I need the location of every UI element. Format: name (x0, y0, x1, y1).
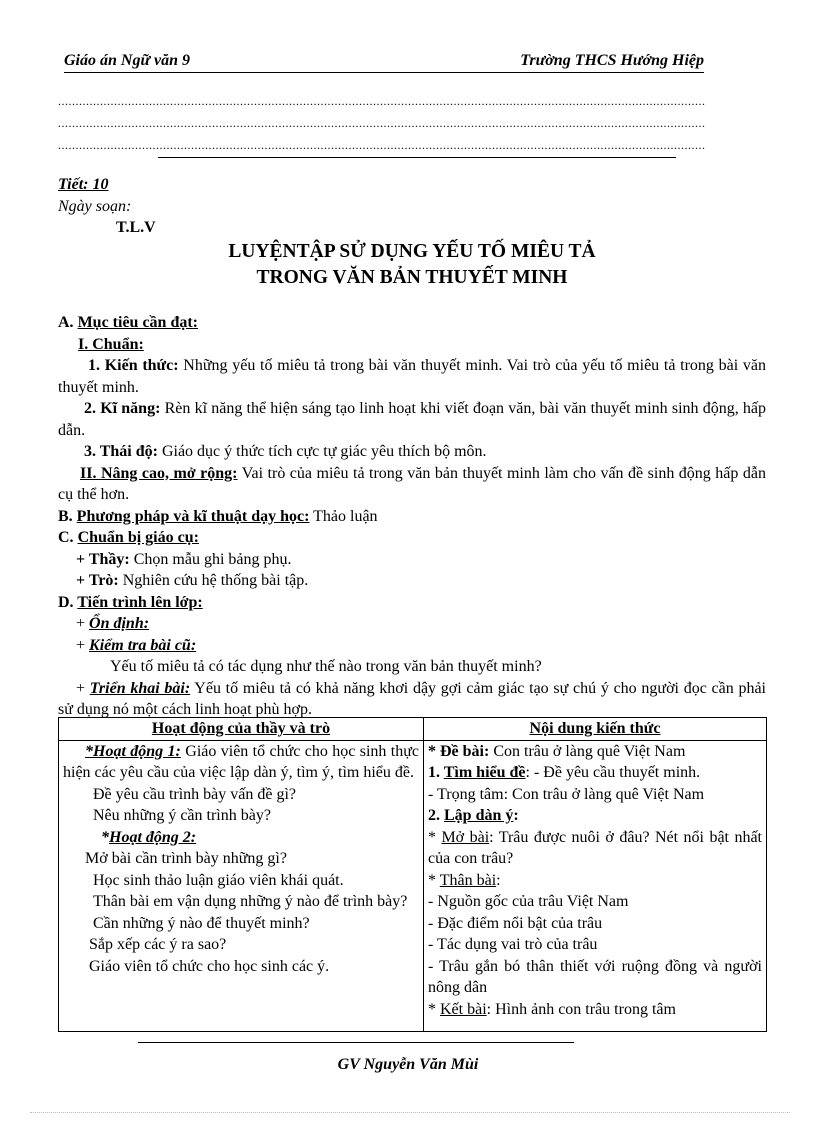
focus-line: - Trọng tâm: Con trâu ở làng quê Việt Nam (428, 785, 705, 803)
teacher-prep: + Thầy: Chọn mẫu ghi bảng phụ. (76, 550, 292, 568)
review-step: + Kiểm tra bài cũ: (76, 636, 197, 654)
section-c-heading: C. Chuẩn bị giáo cụ: (58, 529, 199, 546)
dotted-line: ......................................................................................................................................................................................... (58, 138, 706, 152)
divider (158, 157, 676, 158)
lesson-info (58, 174, 766, 239)
page-edge (30, 1112, 790, 1113)
activity-line: Giáo viên tổ chức cho học sinh các ý. (89, 957, 330, 975)
header-subject: Giáo án Ngữ văn 9 (64, 52, 191, 69)
advanced-objective: II. Nâng cao, mở rộng: Vai trò của miêu tả trong văn bản thuyết minh làm cho vấn đề sinh động hấp dẫn cụ thể hơn. (58, 464, 766, 503)
activity-line: Cần những ý nào để thuyết minh? (93, 914, 310, 932)
activity-line: Học sinh thảo luận giáo viên khái quát. (93, 871, 344, 889)
table-header-row (59, 718, 767, 741)
activity-line: Đề yêu cầu trình bày vấn đề gì? (93, 785, 297, 803)
activity-line: Nêu những ý cần trình bày? (93, 807, 271, 824)
content-cell (424, 740, 767, 1031)
footer-teacher: GV Nguyễn Văn Mùi (337, 1056, 479, 1073)
activity-line: Mở bài cần trình bày những gì? (85, 850, 287, 867)
objectives-section (58, 312, 766, 721)
lesson-type: T.L.V (116, 219, 156, 236)
student-prep: + Trò: Nghiên cứu hệ thống bài tập. (76, 572, 309, 589)
section-d-heading: D. Tiến trình lên lớp: (58, 593, 203, 611)
intro-part: * Mở bài: Trâu được nuôi ở đâu? Nét nổi bật nhất của con trâu? (428, 828, 762, 867)
content-line: - Tác dụng vai trò của trâu (428, 936, 598, 953)
conclusion-part: * Kết bài: Hình ảnh con trâu trong tâm (428, 1000, 676, 1018)
content-line: - Nguồn gốc của trâu Việt Nam (428, 893, 629, 910)
body-part: * Thân bài: (428, 871, 501, 889)
section-a-heading: A. Mục tiêu cần đạt: (58, 314, 198, 331)
header-school: Trường THCS Hướng Hiệp (520, 52, 704, 69)
dotted-line: ......................................................................................................................................................................................... (58, 94, 706, 108)
table-row (59, 740, 767, 1031)
content-line: - Đặc điểm nổi bật của trâu (428, 914, 603, 932)
outline-heading: 2. Lập dàn ý: (428, 807, 519, 824)
dotted-line: ......................................................................................................................................................................................... (58, 116, 706, 130)
lesson-title-line2: TRONG VĂN BẢN THUYẾT MINH (256, 267, 568, 288)
header-content: Nội dung kiến thức (424, 718, 767, 741)
content-line: - Trâu gắn bó thân thiết với ruộng đồng và người nông dân (428, 957, 762, 996)
section-b: B. Phương pháp và kĩ thuật dạy học: Thảo luận (58, 507, 378, 525)
activity-2: *Hoạt động 2: (101, 828, 197, 846)
preparation-date: Ngày soạn: (58, 197, 132, 215)
lesson-title-line1: LUYỆNTẬP SỬ DỤNG YẾU TỐ MIÊU TẢ (228, 241, 596, 262)
header-activities: Hoạt động của thầy và trò (59, 718, 424, 741)
footer-divider (138, 1042, 574, 1043)
knowledge-objective: 1. Kiến thức: Những yếu tố miêu tả trong bài văn thuyết minh. Vai trò của yếu tố miêu tả trong bài văn thuyết minh. (58, 357, 766, 396)
page-header (64, 48, 704, 73)
activity-line: Thân bài em vận dụng những ý nào để trình bày? (93, 893, 408, 910)
understand-topic: 1. Tìm hiểu đề: - Đề yêu cầu thuyết minh. (428, 764, 701, 781)
stabilize-step: + Ổn định: (76, 615, 150, 632)
review-question: Yếu tố miêu tả có tác dụng như thế nào trong văn bản thuyết minh? (110, 658, 542, 675)
activity-table (58, 717, 767, 1032)
activities-cell (59, 740, 424, 1031)
activity-line: Sắp xếp các ý ra sao? (89, 936, 227, 953)
lesson-development: + Triển khai bài: Yếu tố miêu tả có khả năng khơi dậy gợi cảm giác tạo sự chú ý cho người đọc cần phải sử dụng nó một cách linh hoạt phù hợp. (58, 679, 767, 718)
lesson-number: Tiết: 10 (58, 176, 109, 193)
skill-objective: 2. Kĩ năng: Rèn kĩ năng thể hiện sáng tạo linh hoạt khi viết đoạn văn, bài văn thuyết minh sinh động, hấp dẫn. (58, 400, 767, 439)
activity-1: *Hoạt động 1: Giáo viên tổ chức cho học sinh thực hiện các yêu cầu của việc lập dàn ý, tìm ý, tìm hiểu đề. (63, 742, 420, 781)
topic: * Đề bài: Con trâu ở làng quê Việt Nam (428, 742, 686, 760)
attitude-objective: 3. Thái độ: Giáo dục ý thức tích cực tự giác yêu thích bộ môn. (84, 443, 487, 460)
standard-heading: I. Chuẩn: (78, 335, 144, 353)
